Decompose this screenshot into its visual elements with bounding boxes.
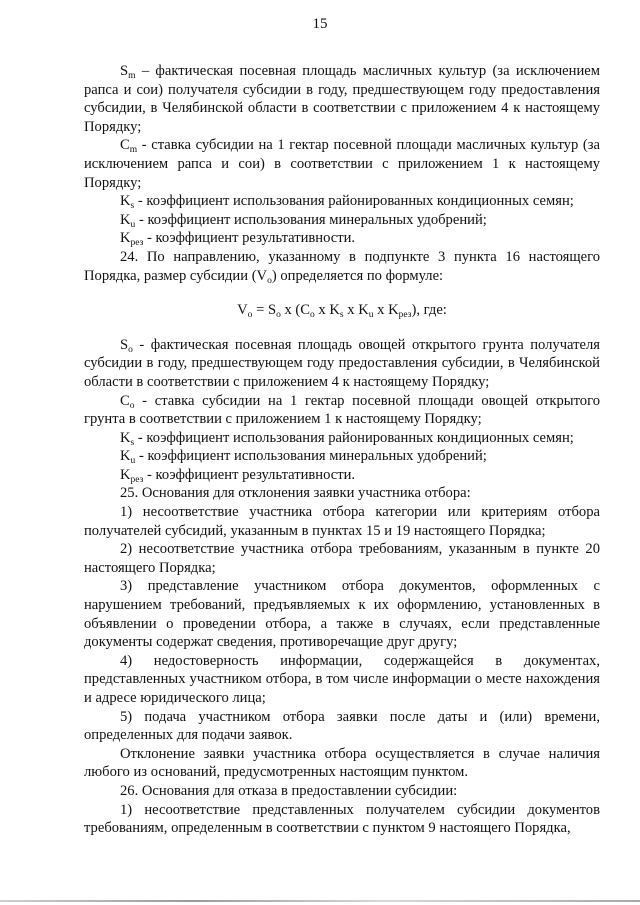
paragraph-25-item-2: 2) несоответствие участника отбора требованиям, указанным в пункте 20 настоящего Порядка; xyxy=(84,541,600,576)
definition-cm: $C_m$ - ставка субсидии на 1 гектар посевной площади масличных культур (за исключением рапса и сои) в соответствии с приложением 1 к настоящему Порядку; xyxy=(84,137,600,191)
definition-ks: $K_s$ - коэффициент использования районированных кондиционных семян; xyxy=(120,193,574,212)
definition-kres-2: $K_{рез}$ - коэффициент результативности. xyxy=(120,466,356,485)
paragraph-25-item-5: 5) подача участником отбора заявки после даты и (или) времени, определенных для подачи заявок. xyxy=(84,708,600,744)
definition-co: $C_o$ - ставка субсидии на 1 гектар посевной площади овощей открытого грунта в соответствии с приложением 1 к настоящему Порядку; xyxy=(84,392,600,428)
page-number: 15 xyxy=(312,16,328,32)
paragraph-26-item-1: 1) несоответствие представленных получателем субсидии документов требованиям, определенным в соответствии с пунктом 9 настоящего Порядка, xyxy=(84,801,600,837)
paragraph-25-tail: Отклонение заявки участника отбора осуществляется в случае наличия любого из оснований, предусмотренных настоящим пунктом. xyxy=(84,745,600,781)
paragraph-24: 24. По направлению, указанному в подпункте 3 пункта 16 настоящего Порядка, размер субсидии $(V_o)$ определяется по формуле: xyxy=(84,248,600,286)
definition-ku-2: $K_u$ - коэффициент использования минеральных удобрений; xyxy=(120,448,487,467)
paragraph-25-item-1: 1) несоответствие участника отбора категории или критериям отбора получателей субсидий, указанным в пунктах 15 и 19 настоящего Порядка; xyxy=(84,504,600,539)
paragraph-25-item-3: 3) представление участником отбора документов, оформленных с нарушением требований, предъявляемых к их оформлению, установленных в объявлении о проведении отбора, а также в случаях, если представленные документы содержат сведения, противоречащие друг другу; xyxy=(84,578,600,651)
definition-so: $S_o$ - фактическая посевная площадь овощей открытого грунта получателя субсидии в году, предшествующем году предоставления субсидии, в Челябинской области в соответствии с приложением 4 к настоящему Порядку; xyxy=(84,336,600,390)
definition-kres: $K_{рез}$ - коэффициент результативности. xyxy=(120,230,356,249)
paragraph-25-heading: 25. Основания для отклонения заявки участника отбора: xyxy=(120,485,471,502)
definition-sm: $S_m$ – фактическая посевная площадь масличных культур (за исключением рапса и сои) получателя субсидии в году, предшествующем году предоставления субсидии, в Челябинской области в соответствии с приложением 4 к настоящему Порядку; xyxy=(84,63,600,135)
definition-ks-2: $K_s$ - коэффициент использования районированных кондиционных семян; xyxy=(120,429,574,448)
definition-ku: $K_u$ - коэффициент использования минеральных удобрений; xyxy=(120,211,487,230)
scan-edge-line xyxy=(0,900,640,902)
paragraph-25-item-4: 4) недостоверность информации, содержащейся в документах, представленных участником отбора, в том числе информации о месте нахождения и адресе юридического лица; xyxy=(84,652,600,706)
paragraph-26-heading: 26. Основания для отказа в предоставлении субсидии: xyxy=(120,782,458,799)
document-body xyxy=(84,62,600,838)
formula: $V_o = S_o$ x ($C_o$ x $K_s$ x $K_u$ x $K_{рез}$), где: xyxy=(237,302,447,321)
